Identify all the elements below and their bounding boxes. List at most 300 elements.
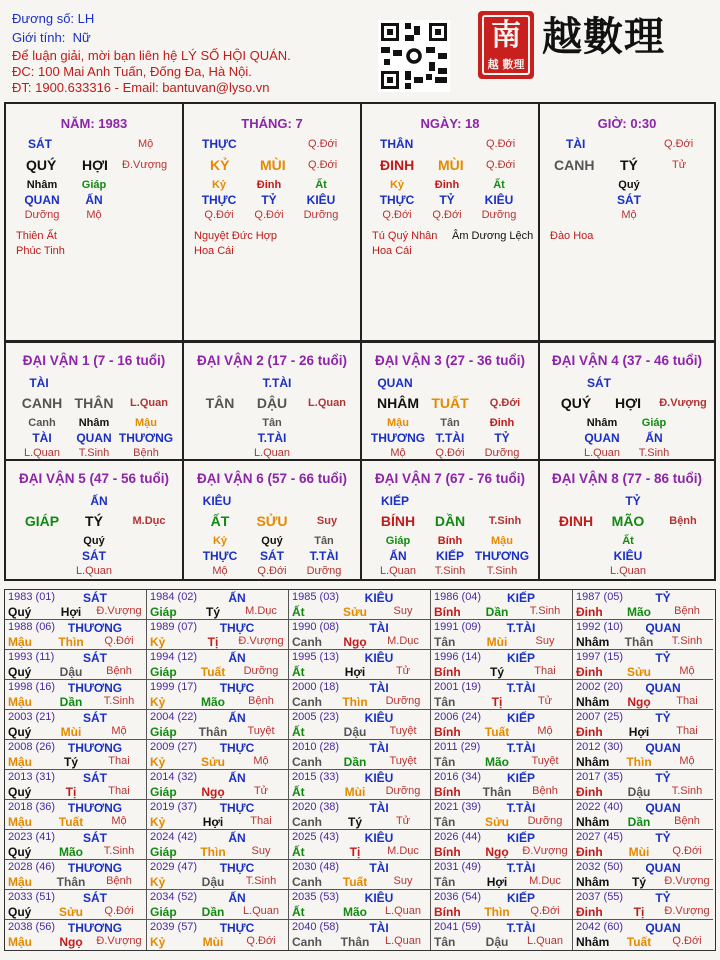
year-chi: Thân xyxy=(340,935,370,949)
star-item: Phúc Tinh xyxy=(16,245,65,257)
hidden-stage: Mộ xyxy=(212,565,228,577)
year-chi: Dần xyxy=(59,695,83,709)
year-god: KIÊU xyxy=(364,591,394,605)
year-can: Giáp xyxy=(150,785,177,799)
year-label: 2040 (58) xyxy=(292,921,340,933)
year-stage: Tử xyxy=(395,665,411,677)
year-stage: Mộ xyxy=(253,755,269,767)
hidden-god: KIÊU xyxy=(484,193,514,207)
year-label: 2009 (27) xyxy=(150,741,198,753)
year-can: Ất xyxy=(292,665,305,679)
year-label: 1983 (01) xyxy=(8,591,56,603)
year-god: T.TÀI xyxy=(506,621,536,635)
hidden-stage: T.Sinh xyxy=(638,447,670,459)
year-chi: Mão xyxy=(627,605,651,619)
year-stage: M.Dục xyxy=(387,635,419,647)
year-cell xyxy=(5,890,147,920)
year-stage: Thai xyxy=(676,725,698,737)
year-chi: Tị xyxy=(633,905,645,919)
year-stage: Tuyệt xyxy=(389,755,417,767)
year-god: TỶ xyxy=(655,771,671,785)
pillar-chi: HỢI xyxy=(82,157,108,173)
hidden-stem: Ất xyxy=(493,179,505,191)
hidden-stage: Dưỡng xyxy=(481,209,517,221)
year-stage: Dưỡng xyxy=(385,785,421,797)
year-stage: Mộ xyxy=(679,755,695,767)
year-can: Tân xyxy=(434,875,456,889)
year-can: Ất xyxy=(292,785,305,799)
dai-van-god: SÁT xyxy=(587,376,611,390)
year-god: TÀI xyxy=(369,681,389,695)
year-can: Đinh xyxy=(576,665,603,679)
year-label: 2034 (52) xyxy=(150,891,198,903)
year-label: 2039 (57) xyxy=(150,921,198,933)
year-chi: Dần xyxy=(201,905,225,919)
pillar-chi: TÝ xyxy=(620,157,638,173)
year-can: Giáp xyxy=(150,605,177,619)
year-label: 1992 (10) xyxy=(576,621,624,633)
pillar-month xyxy=(184,104,362,340)
year-label: 2007 (25) xyxy=(576,711,624,723)
year-cell xyxy=(289,650,431,680)
year-can: Nhâm xyxy=(576,815,610,829)
year-god: QUAN xyxy=(645,621,681,635)
dai-van-title: ĐẠI VẬN 1 (7 - 16 tuổi) xyxy=(22,353,166,368)
star-item: Nguyệt Đức Hợp xyxy=(194,230,278,242)
year-chi: Dậu xyxy=(59,665,83,679)
year-god: ẤN xyxy=(228,891,246,905)
year-cell xyxy=(5,740,147,770)
year-stage: Thai xyxy=(534,665,556,677)
year-cell xyxy=(289,830,431,860)
year-can: Canh xyxy=(292,635,322,649)
dai-van-can: BÍNH xyxy=(380,513,416,529)
dai-van-stage: M.Dục xyxy=(132,515,166,527)
year-can: Quý xyxy=(8,725,32,739)
year-cell xyxy=(5,680,147,710)
year-stage: Thai xyxy=(108,755,130,767)
year-cell xyxy=(289,620,431,650)
dai-van-chi: MÃO xyxy=(611,513,645,529)
hidden-god: T.TÀI xyxy=(257,431,287,445)
year-god: KIÊU xyxy=(364,891,394,905)
year-can: Canh xyxy=(292,875,322,889)
year-can: Kỷ xyxy=(150,875,166,889)
dai-van-god: QUAN xyxy=(377,376,413,390)
year-label: 2010 (28) xyxy=(292,741,340,753)
year-cell xyxy=(431,920,573,950)
hidden-stage: Dưỡng xyxy=(306,565,342,577)
year-god: KIÊU xyxy=(364,831,394,845)
year-label: 1993 (11) xyxy=(8,651,55,663)
year-stage: T.Sinh xyxy=(529,605,561,617)
year-can: Kỷ xyxy=(150,755,166,769)
hidden-god: T.TÀI xyxy=(435,431,465,445)
year-can: Tân xyxy=(434,815,456,829)
year-can: Bính xyxy=(434,605,461,619)
year-stage: Thai xyxy=(676,695,698,707)
year-cell xyxy=(573,590,713,620)
year-can: Canh xyxy=(292,755,322,769)
year-cell xyxy=(431,710,573,740)
year-can: Tân xyxy=(434,935,456,949)
hidden-stage: T.Sinh xyxy=(434,565,466,577)
year-cell xyxy=(289,740,431,770)
year-label: 2023 (41) xyxy=(8,831,56,843)
hidden-stem: Tân xyxy=(262,417,282,429)
year-can: Mậu xyxy=(8,935,32,949)
dai-van-can: GIÁP xyxy=(24,513,60,529)
year-cell xyxy=(431,620,573,650)
hidden-god: THỰC xyxy=(379,193,415,207)
hidden-stem: Nhâm xyxy=(586,417,618,429)
star-item: Tú Quý Nhân xyxy=(372,230,438,242)
year-chi: Sửu xyxy=(626,665,652,679)
dai-van-cell xyxy=(184,461,362,579)
hidden-god: QUAN xyxy=(24,193,60,207)
year-cell xyxy=(289,890,431,920)
year-label: 2018 (36) xyxy=(8,801,56,813)
hidden-stem: Tân xyxy=(440,417,460,429)
year-stage: Thai xyxy=(108,785,130,797)
year-can: Ất xyxy=(292,905,305,919)
year-stage: Mộ xyxy=(111,815,127,827)
pillar-can: ĐINH xyxy=(380,157,415,173)
year-chi: Dậu xyxy=(201,875,225,889)
year-stage: Q.Đới xyxy=(104,635,134,647)
year-cell xyxy=(147,740,289,770)
year-chi: Thân xyxy=(482,785,512,799)
hidden-stage: Q.Đới xyxy=(254,209,284,221)
hidden-stem: Kỷ xyxy=(212,535,228,547)
dai-van-cell xyxy=(540,461,714,579)
year-cell xyxy=(147,620,289,650)
hidden-stem: Mậu xyxy=(387,417,409,429)
year-god: THỰC xyxy=(219,621,255,635)
star-item: Đào Hoa xyxy=(550,230,594,242)
dai-van-can: TÂN xyxy=(205,395,235,411)
year-god: THƯƠNG xyxy=(67,861,123,875)
year-can: Nhâm xyxy=(576,935,610,949)
year-can: Bính xyxy=(434,665,461,679)
year-cell xyxy=(147,890,289,920)
year-label: 2008 (26) xyxy=(8,741,56,753)
dai-van-title: ĐẠI VẬN 4 (37 - 46 tuổi) xyxy=(551,353,703,368)
red-seal xyxy=(478,11,534,79)
hidden-stage: Mộ xyxy=(86,209,102,221)
year-chi: Tuất xyxy=(342,875,368,889)
year-stage: Đ.Vượng xyxy=(96,935,142,947)
year-cell xyxy=(289,680,431,710)
year-god: TÀI xyxy=(369,921,389,935)
year-stage: Tử xyxy=(253,785,269,797)
hidden-god: THỰC xyxy=(202,549,238,563)
year-label: 2003 (21) xyxy=(8,711,56,723)
year-god: ẤN xyxy=(228,651,246,665)
year-chi: Mùi xyxy=(60,725,82,739)
year-stage: Q.Đới xyxy=(104,905,134,917)
year-label: 1994 (12) xyxy=(150,651,198,663)
dai-van-chi: DẦN xyxy=(434,513,466,529)
qr-code-icon[interactable] xyxy=(378,20,450,92)
year-chi: Tuất xyxy=(484,725,510,739)
hidden-stem: Bính xyxy=(437,535,463,547)
year-stage: Dưỡng xyxy=(527,815,563,827)
year-stage: M.Dục xyxy=(245,605,277,617)
year-label: 2025 (43) xyxy=(292,831,340,843)
year-can: Tân xyxy=(434,755,456,769)
year-chi: Tị xyxy=(491,695,503,709)
dai-van-god: KIẾP xyxy=(380,494,409,508)
year-chi: Ngọ xyxy=(59,935,83,949)
year-stage: Suy xyxy=(535,635,555,647)
year-label: 2029 (47) xyxy=(150,861,198,873)
year-stage: Tuyệt xyxy=(389,725,417,737)
year-stage: Bệnh xyxy=(674,605,700,617)
year-cell xyxy=(431,740,573,770)
pillar-stage: Q.Đới xyxy=(664,138,694,150)
four-pillars-table xyxy=(4,102,716,342)
year-can: Đinh xyxy=(576,785,603,799)
pillar-chi: MÙI xyxy=(260,157,286,173)
year-god: KIÊU xyxy=(364,651,394,665)
year-can: Nhâm xyxy=(576,875,610,889)
pillar-title: NGÀY: 18 xyxy=(420,116,480,131)
dai-van-can: NHÂM xyxy=(377,395,419,411)
year-god: ẤN xyxy=(228,591,246,605)
hidden-god: TỶ xyxy=(439,193,455,207)
phone-email-line[interactable]: ĐT: 1900.633316 - Email: bantuvan@lyso.vn xyxy=(12,80,270,95)
year-can: Mậu xyxy=(8,875,32,889)
year-stage: Tử xyxy=(395,815,411,827)
year-god: THỰC xyxy=(219,681,255,695)
year-chi: Tuất xyxy=(200,665,226,679)
year-can: Quý xyxy=(8,665,32,679)
hidden-stem: Ất xyxy=(622,535,634,547)
year-cell xyxy=(289,920,431,950)
year-god: T.TÀI xyxy=(506,921,536,935)
year-chi: Thìn xyxy=(342,695,368,709)
year-chi: Mão xyxy=(343,905,367,919)
hidden-god: QUAN xyxy=(76,431,112,445)
dai-van-cell xyxy=(362,461,540,579)
hidden-stage: L.Quan xyxy=(609,565,647,577)
year-label: 1991 (09) xyxy=(434,621,482,633)
gender-line xyxy=(12,29,91,46)
year-cell xyxy=(5,800,147,830)
year-chi: Tị xyxy=(349,845,361,859)
year-cell xyxy=(5,590,147,620)
year-can: Nhâm xyxy=(576,695,610,709)
dai-van-cell xyxy=(362,343,540,461)
year-label: 2036 (54) xyxy=(434,891,482,903)
year-cell xyxy=(431,590,573,620)
year-stage: M.Dục xyxy=(529,875,561,887)
hidden-god: TỶ xyxy=(494,431,510,445)
year-god: THỰC xyxy=(219,801,255,815)
year-cell xyxy=(573,890,713,920)
pillar-stage: Q.Đới xyxy=(486,138,516,150)
hidden-stage: Q.Đới xyxy=(257,565,287,577)
year-god: T.TÀI xyxy=(506,801,536,815)
year-god: THỰC xyxy=(219,741,255,755)
hidden-stage: Bệnh xyxy=(133,447,159,459)
gender-value: Nữ xyxy=(72,30,91,45)
year-cell xyxy=(147,680,289,710)
dai-van-title: ĐẠI VẬN 3 (27 - 36 tuổi) xyxy=(374,353,526,368)
hidden-god: TỶ xyxy=(261,193,277,207)
year-label: 2014 (32) xyxy=(150,771,198,783)
year-stage: Tử xyxy=(537,695,553,707)
year-cell xyxy=(289,800,431,830)
year-label: 2002 (20) xyxy=(576,681,624,693)
hidden-stem: Đinh xyxy=(434,179,460,191)
year-stage: Bệnh xyxy=(106,875,132,887)
year-stage: Mộ xyxy=(679,665,695,677)
year-chi: Dậu xyxy=(627,785,651,799)
year-stage: Bệnh xyxy=(106,665,132,677)
pillar-god: TÀI xyxy=(566,137,586,151)
year-chi: Tý xyxy=(631,875,646,889)
year-label: 1984 (02) xyxy=(150,591,198,603)
year-god: TÀI xyxy=(369,741,389,755)
year-god: T.TÀI xyxy=(506,741,536,755)
year-chi: Sửu xyxy=(58,905,84,919)
year-stage: Mộ xyxy=(537,725,553,737)
year-can: Bính xyxy=(434,785,461,799)
year-stage: Dưỡng xyxy=(243,665,279,677)
year-god: THƯƠNG xyxy=(67,741,123,755)
year-chi: Dần xyxy=(627,815,651,829)
year-cell xyxy=(5,770,147,800)
dai-van-god: TỶ xyxy=(625,494,641,508)
year-chi: Hợi xyxy=(344,665,366,679)
year-god: THỰC xyxy=(219,921,255,935)
year-god: ẤN xyxy=(228,831,246,845)
year-stage: Đ.Vượng xyxy=(96,605,142,617)
year-god: SÁT xyxy=(83,711,107,725)
year-cell xyxy=(147,770,289,800)
hidden-stem: Tân xyxy=(314,535,334,547)
hidden-stage: T.Sinh xyxy=(486,565,518,577)
year-chi: Tý xyxy=(489,665,504,679)
hidden-stage: Q.Đới xyxy=(382,209,412,221)
dai-van-cell xyxy=(6,461,184,579)
year-label: 2004 (22) xyxy=(150,711,198,723)
hidden-stage: L.Quan xyxy=(253,447,291,459)
year-cell xyxy=(573,920,713,950)
hidden-god: THƯƠNG xyxy=(370,431,426,445)
person-line: Đương số: LH xyxy=(12,11,95,26)
year-label: 1990 (08) xyxy=(292,621,340,633)
hidden-god: ẤN xyxy=(85,193,103,207)
year-chi: Hợi xyxy=(60,605,82,619)
year-can: Canh xyxy=(292,935,322,949)
year-chi: Tuất xyxy=(626,935,652,949)
year-chi: Thìn xyxy=(626,755,652,769)
dai-van-cell xyxy=(184,343,362,461)
pillar-chi-stage: Q.Đới xyxy=(308,159,338,171)
hidden-stem: Đinh xyxy=(489,417,515,429)
hidden-stem: Quý xyxy=(83,535,105,547)
year-can: Đinh xyxy=(576,845,603,859)
year-cell xyxy=(147,920,289,950)
pillar-stage: Q.Đới xyxy=(308,138,338,150)
year-stage: Đ.Vượng xyxy=(522,845,568,857)
year-cell xyxy=(573,620,713,650)
hidden-god: THƯƠNG xyxy=(118,431,174,445)
year-label: 2000 (18) xyxy=(292,681,340,693)
pillar-title: NĂM: 1983 xyxy=(60,116,128,131)
year-cell xyxy=(289,590,431,620)
year-can: Bính xyxy=(434,725,461,739)
year-can: Quý xyxy=(8,905,32,919)
year-stage: Đ.Vượng xyxy=(664,905,710,917)
dai-van-can: CANH xyxy=(21,395,63,411)
hidden-stage: L.Quan xyxy=(583,447,621,459)
year-can: Đinh xyxy=(576,605,603,619)
year-label: 2026 (44) xyxy=(434,831,482,843)
year-god: THỰC xyxy=(219,861,255,875)
year-god: THƯƠNG xyxy=(67,921,123,935)
year-can: Kỷ xyxy=(150,635,166,649)
year-god: KIẾP xyxy=(506,891,535,905)
year-chi: Mão xyxy=(485,755,509,769)
year-chi: Ngọ xyxy=(343,635,367,649)
hidden-god: TÀI xyxy=(32,431,52,445)
year-chi: Mùi xyxy=(344,785,366,799)
year-chi: Mão xyxy=(59,845,83,859)
year-cell xyxy=(289,770,431,800)
year-god: SÁT xyxy=(83,591,107,605)
hidden-god: SÁT xyxy=(260,549,284,563)
year-cell xyxy=(573,680,713,710)
dai-van-god: ẤN xyxy=(90,494,108,508)
year-label: 2016 (34) xyxy=(434,771,482,783)
year-can: Kỷ xyxy=(150,695,166,709)
pillar-chi-stage: Đ.Vượng xyxy=(122,159,168,171)
star-item: Hoa Cái xyxy=(372,245,412,257)
hidden-stage: Q.Đới xyxy=(432,209,462,221)
year-god: KIẾP xyxy=(506,651,535,665)
year-chi: Thìn xyxy=(58,635,84,649)
header xyxy=(0,0,720,100)
dai-van-chi: SỬU xyxy=(256,513,288,529)
year-cell xyxy=(431,800,573,830)
year-label: 2001 (19) xyxy=(434,681,482,693)
star-item: Âm Dương Lệch xyxy=(452,230,534,242)
dai-van-title: ĐẠI VẬN 6 (57 - 66 tuổi) xyxy=(196,471,348,486)
pillar-title: THÁNG: 7 xyxy=(241,116,303,131)
year-can: Canh xyxy=(292,695,322,709)
year-cell xyxy=(573,740,713,770)
year-label: 2019 (37) xyxy=(150,801,198,813)
year-label: 2041 (59) xyxy=(434,921,482,933)
year-chi: Sửu xyxy=(484,815,510,829)
year-label: 2011 (29) xyxy=(434,741,481,753)
year-cell xyxy=(573,650,713,680)
pillar-day xyxy=(362,104,540,340)
year-chi: Hợi xyxy=(628,725,650,739)
dai-van-god: TÀI xyxy=(29,376,49,390)
year-can: Ất xyxy=(292,725,305,739)
pillar-chi-stage: Q.Đới xyxy=(486,159,516,171)
dai-van-can: ẤT xyxy=(210,513,230,529)
year-label: 1988 (06) xyxy=(8,621,56,633)
hidden-god: KIÊU xyxy=(306,193,336,207)
hidden-god: T.TÀI xyxy=(309,549,339,563)
pillar-chi-stage: Tử xyxy=(672,159,687,171)
